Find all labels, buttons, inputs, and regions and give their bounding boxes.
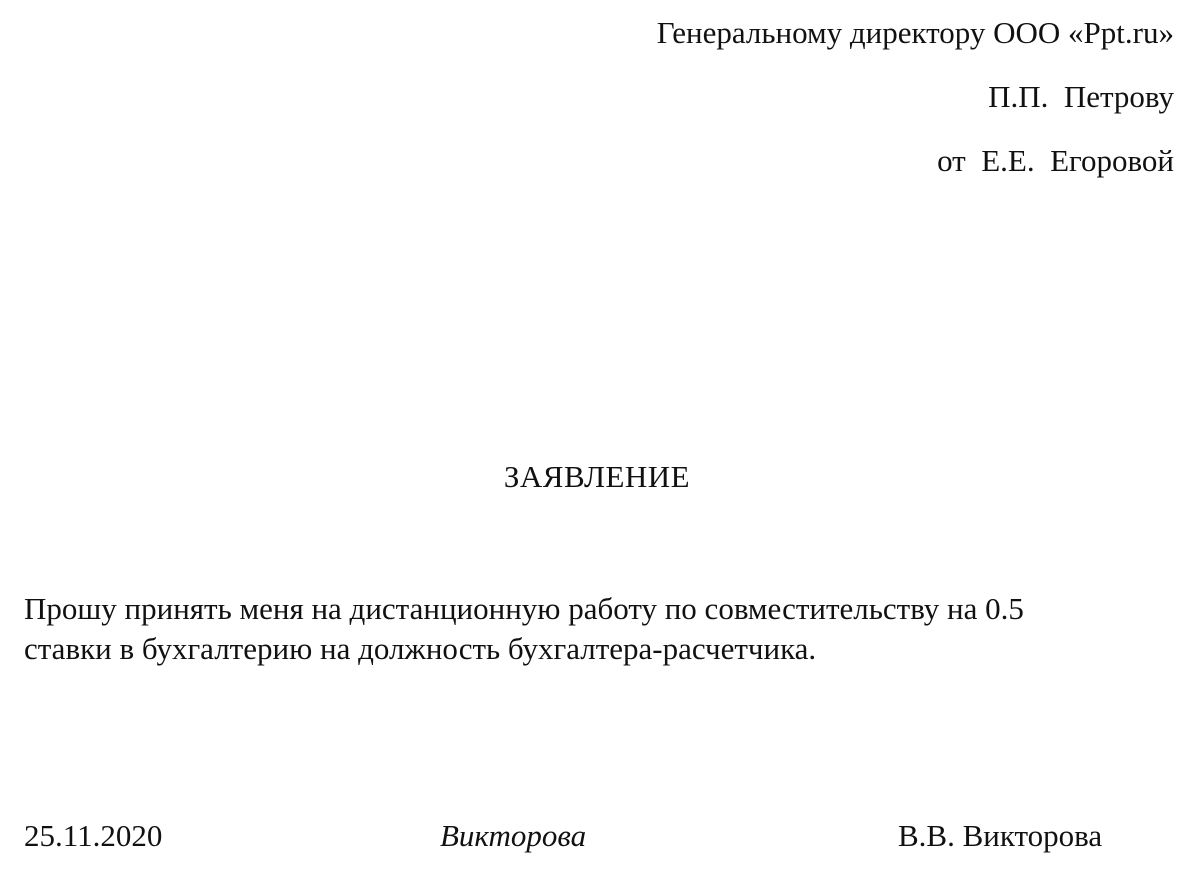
sender-line: от Е.Е. Егоровой: [937, 143, 1174, 178]
addressee-line-name: П.П. Петрову: [988, 79, 1174, 114]
addressee-line-director: Генеральному директору ООО «Ppt.ru»: [656, 15, 1174, 50]
body-line-1: Прошу принять меня на дистанционную работу по совместительству на 0.5: [24, 591, 1024, 626]
body-line-2: ставки в бухгалтерию на должность бухгалтера-расчетчика.: [24, 631, 817, 666]
handwritten-signature: Викторова: [440, 818, 587, 853]
signatory-name: В.В. Викторова: [898, 818, 1103, 853]
application-body: [24, 589, 1174, 669]
signature-date: 25.11.2020: [24, 818, 163, 853]
document-title: ЗАЯВЛЕНИЕ: [503, 459, 691, 494]
